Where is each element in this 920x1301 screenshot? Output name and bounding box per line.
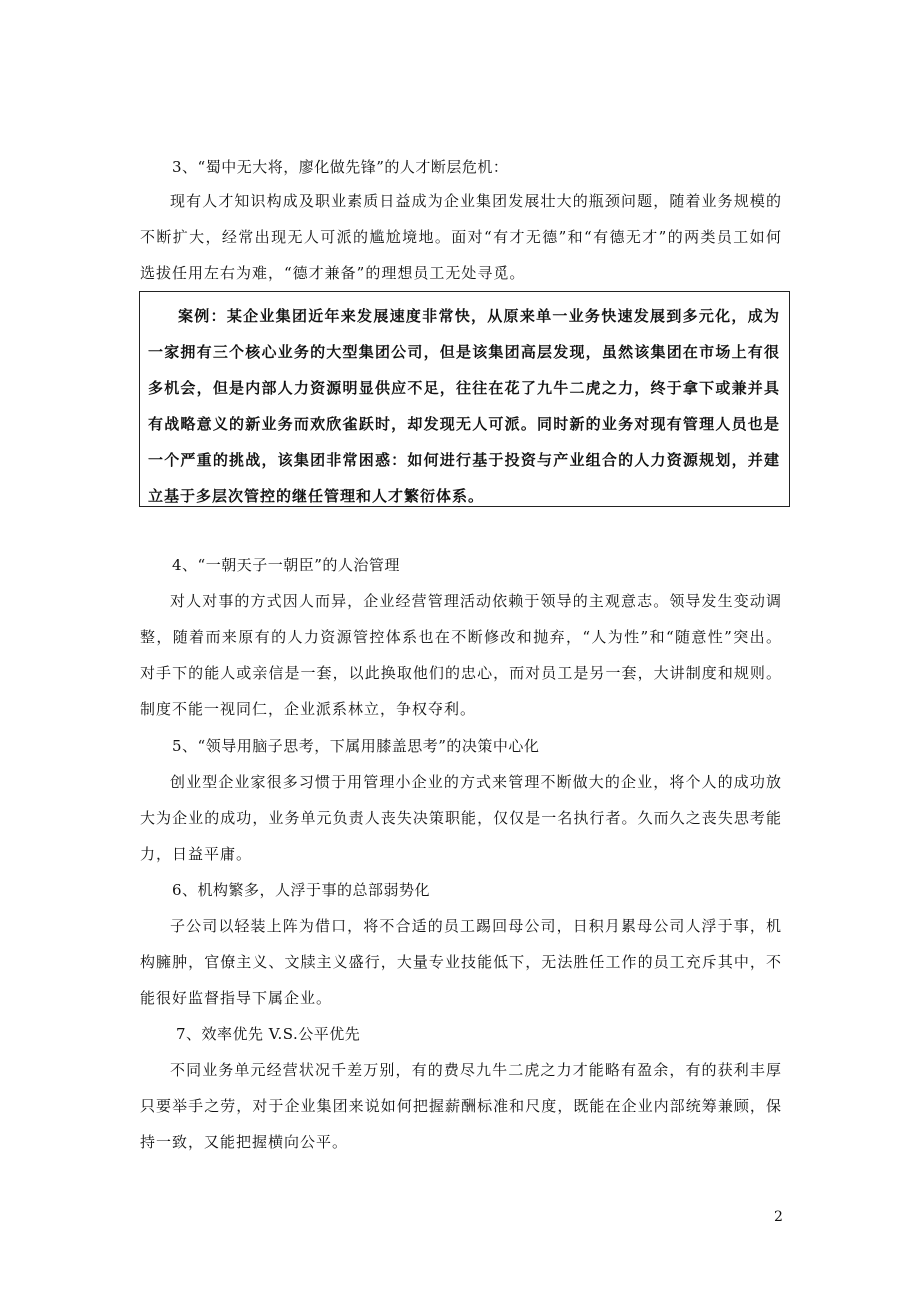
section-5-heading: 5、“领导用脑子思考，下属用膝盖思考”的决策中心化 [172,737,540,755]
page-number: 2 [774,1209,783,1225]
section-7-heading: 7、效率优先 V.S.公平优先 [176,1025,361,1043]
section-3-heading: 3、“蜀中无大将，廖化做先锋”的人才断层危机： [172,158,509,176]
case-study-text: 案例：某企业集团近年来发展速度非常快，从原来单一业务快速发展到多元化，成为一家拥有三个核心业务的大型集团公司，但是该集团高层发现，虽然该集团在市场上有很多机会，但是内部人力资源明显供应不足，往往在花了九牛二虎之力，终于拿下或兼并具有战略意义的新业务而欢欣雀跃时，却发现无人可派。同时新的业务对现有管理人员也是一个严重的挑战，该集团非常困惑：如何进行基于投资与产业组合的人力资源规划，并建立基于多层次管控的继任管理和人才繁衍体系。 [148,307,780,505]
section-7-paragraph: 不同业务单元经营状况千差万别，有的费尽九牛二虎之力才能略有盈余，有的获利丰厚只要举手之劳，对于企业集团来说如何把握薪酬标准和尺度，既能在企业内部统筹兼顾，保持一致，又能把握横向公平。 [140,1061,782,1151]
section-6-heading: 6、机构繁多，人浮于事的总部弱势化 [172,881,431,899]
section-6-paragraph: 子公司以轻装上阵为借口，将不合适的员工踢回母公司，日积月累母公司人浮于事，机构臃肿，官僚主义、文牍主义盛行，大量专业技能低下，无法胜任工作的员工充斥其中，不能很好监督指导下属企业。 [140,917,782,1007]
section-5-paragraph: 创业型企业家很多习惯于用管理小企业的方式来管理不断做大的企业，将个人的成功放大为企业的成功，业务单元负责人丧失决策职能，仅仅是一名执行者。久而久之丧失思考能力，日益平庸。 [140,773,782,863]
section-4-paragraph: 对人对事的方式因人而异，企业经营管理活动依赖于领导的主观意志。领导发生变动调整，随着而来原有的人力资源管控体系也在不断修改和抛弃，“人为性”和“随意性”突出。对手下的能人或亲信是一套，以此换取他们的忠心，而对员工是另一套，大讲制度和规则。制度不能一视同仁，企业派系林立，争权夺利。 [140,592,782,718]
section-3-paragraph: 现有人才知识构成及职业素质日益成为企业集团发展壮大的瓶颈问题，随着业务规模的不断扩大，经常出现无人可派的尴尬境地。面对“有才无德”和“有德无才”的两类员工如何选拔任用左右为难，“德才兼备”的理想员工无处寻觅。 [140,192,782,282]
section-4-heading: 4、“一朝天子一朝臣”的人治管理 [172,556,400,574]
case-study-box [139,291,790,507]
